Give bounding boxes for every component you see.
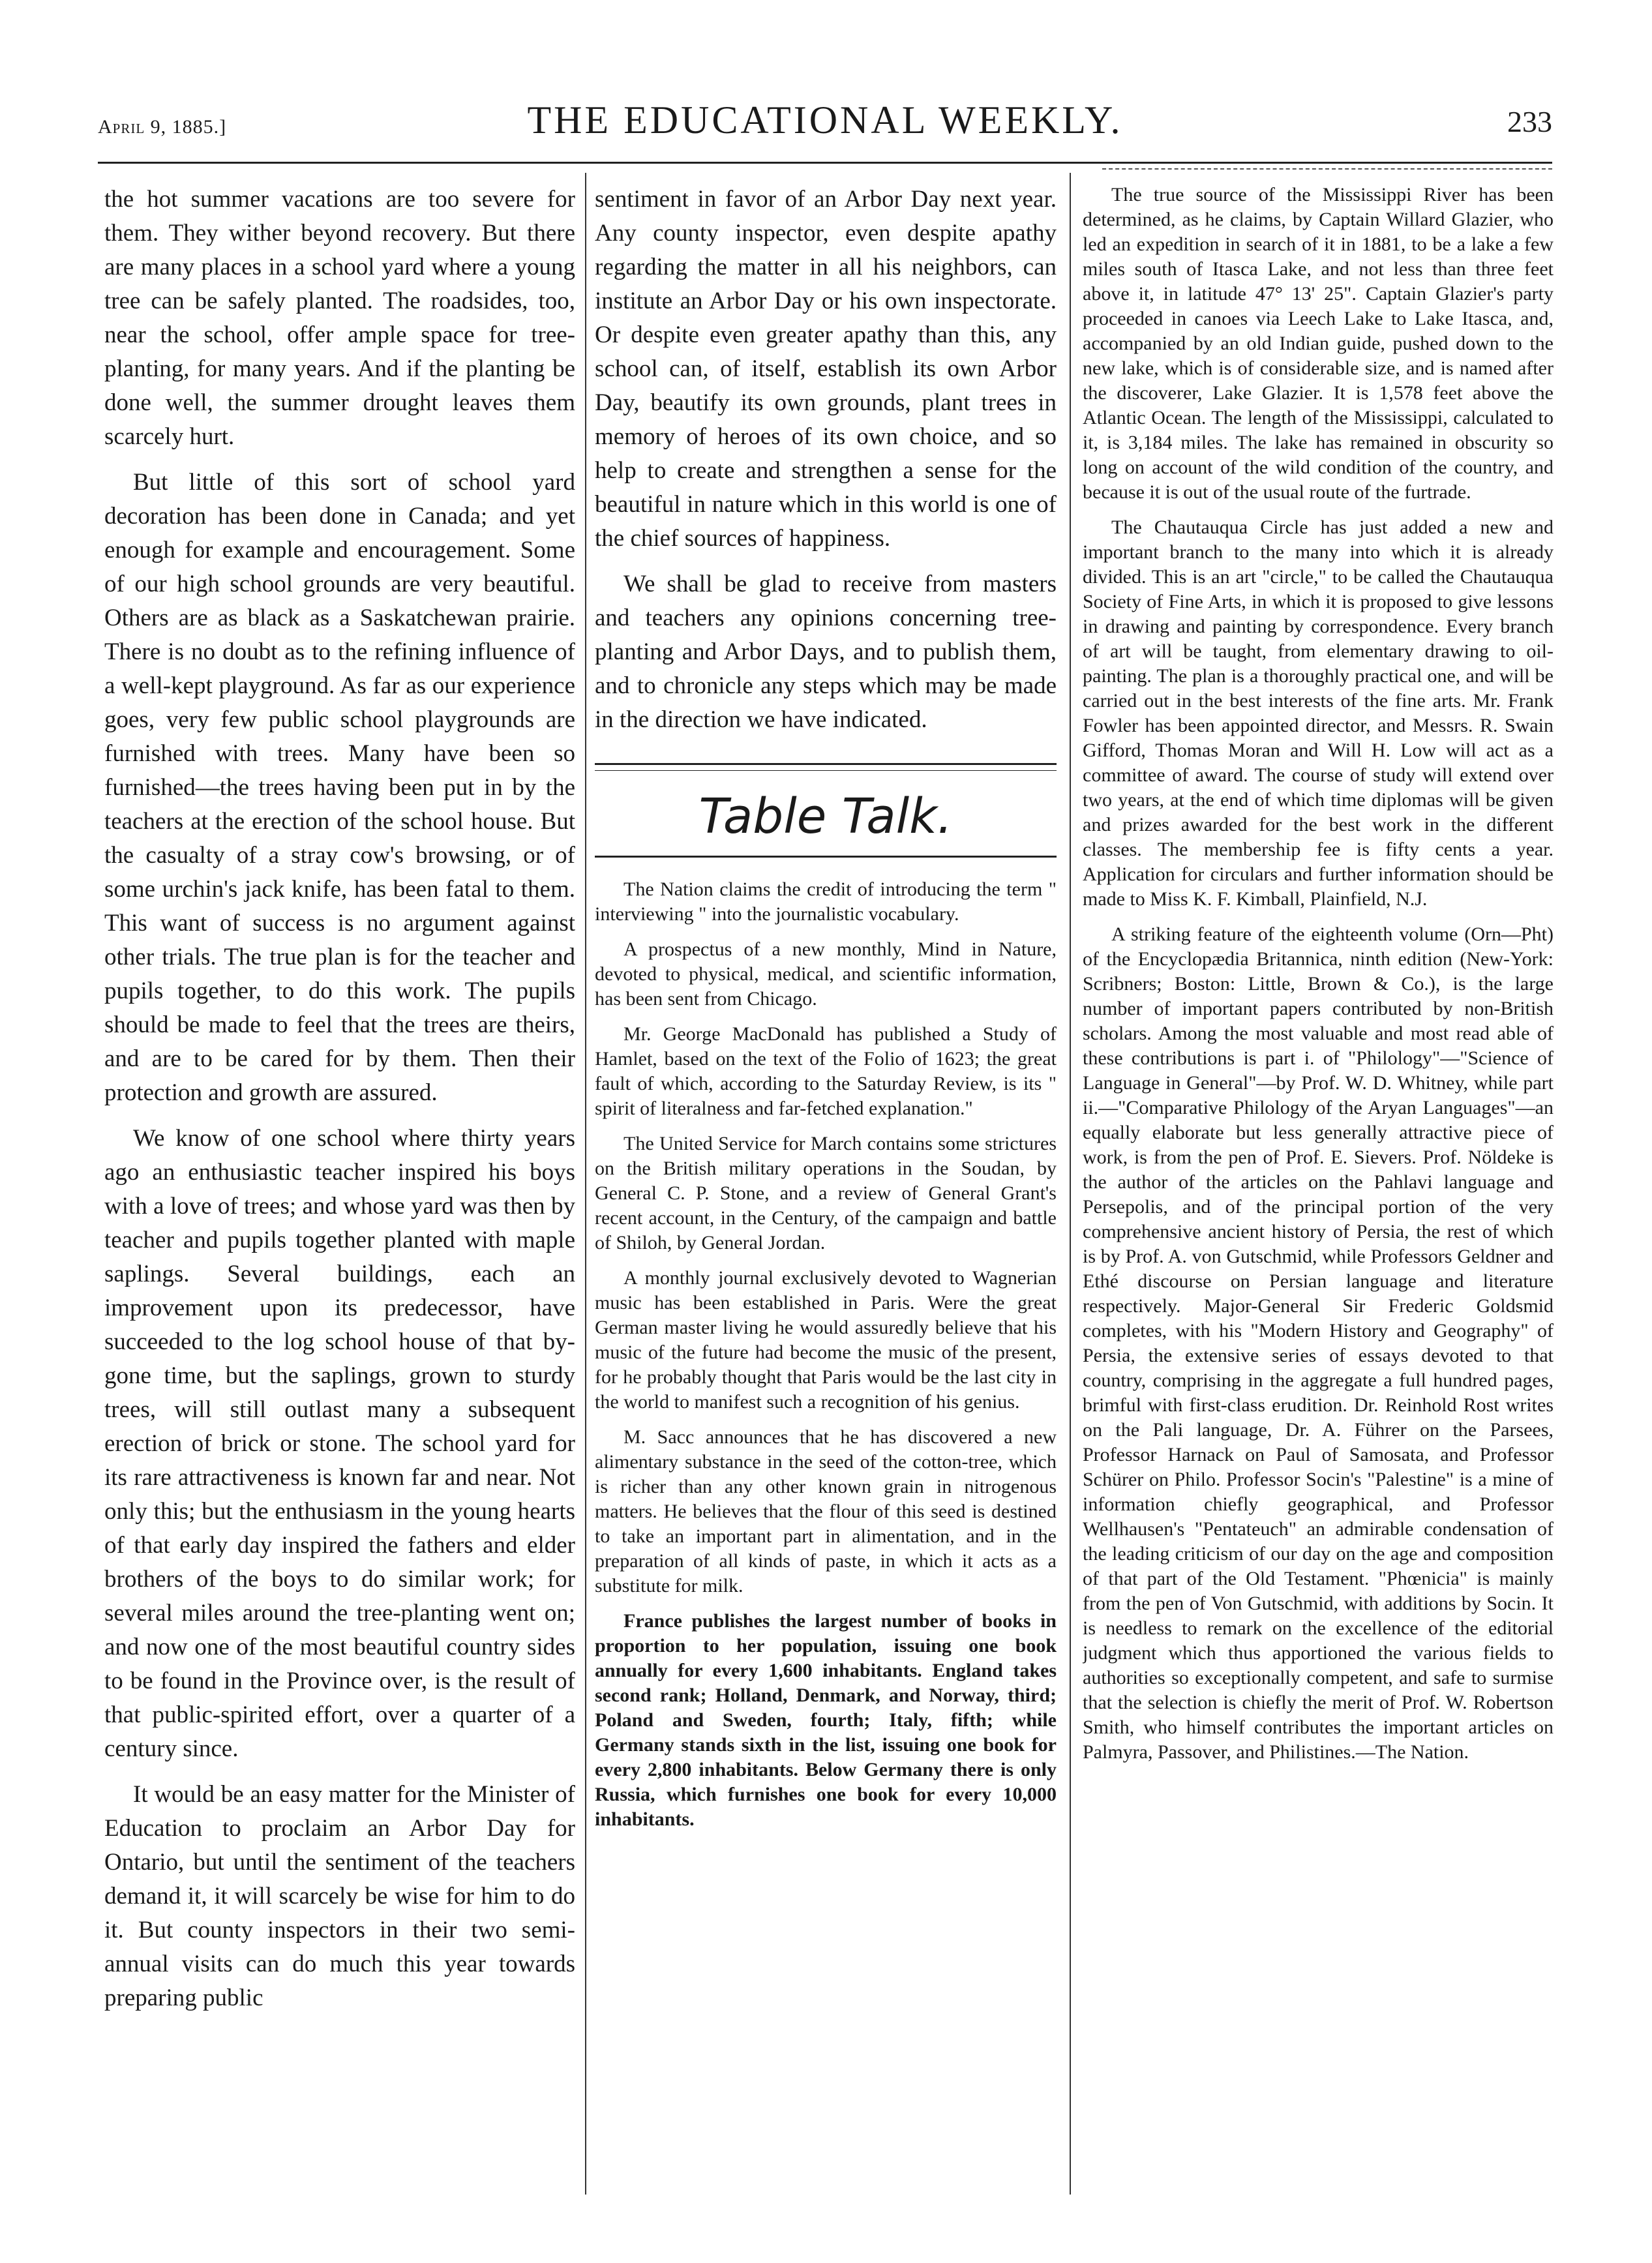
news-item: A prospectus of a new monthly, Mind in Nature, devoted to physical, medical, and scientific information, has been sent from Chicago.	[595, 938, 1057, 1010]
news-item: The Chautauqua Circle has just added a new and important branch to the many into which it is already divided. This is an art "circle," to be called the Chautauqua Society of Fine Arts, in which it is proposed to give lessons in drawing and painting by correspondence. Every branch of art will be taught, from elementary drawing to oil-painting. The plan is a thoroughly practical one, and will be carried out in the best interests of the fine arts. Mr. Frank Fowler has been appointed director, and Messrs. R. Swain Gifford, Thomas Moran and Will H. Low will act as a committee of award. The course of study will extend over two years, at the end of which time diplomas will be given and prizes awarded for the best work in the different classes. The membership fee is fifty cents a year. Application for circulars and further information should be made to Miss K. F. Kimball, Plainfield, N.J.	[1083, 517, 1554, 910]
section-rule	[595, 856, 1057, 858]
news-item: France publishes the largest number of books in proportion to her population, issuing one book annually for every 1,600 inhabitants. England takes second rank; Holland, Denmark, and Norway, third; Poland and Sweden, fourth; Italy, fifth; while Germany stands sixth in the list, issuing one book for every 2,800 inhabitants. Below Germany there is only Russia, which furnishes one book for every 10,000 inhabitants.	[595, 1610, 1057, 1830]
paragraph: We know of one school where thirty years ago an enthusiastic teacher inspired his boys with a love of trees; and whose yard was then by teacher and pupils together planted with maple saplings. Several buildings, each an improvement upon its predecessor, have succeeded to the log school house of that by-gone time, but the saplings, grown to sturdy trees, will still outlast many a subsequent erection of brick or stone. The school yard for its rare attractiveness is known far and near. Not only this; but the enthusiasm in the young hearts of that early day inspired the fathers and elder brothers of the boys to do similar work; for several miles around the tree-planting went on; and now one of the most beautiful country sides to be found in the Province over, is the result of that public-spirited effort, over a quarter of a century since.	[104, 1125, 575, 1762]
table-talk-section	[595, 763, 1057, 1832]
paragraph: We shall be glad to receive from masters and teachers any opinions concerning tree-planting and Arbor Days, and to publish them, and to chronicle any steps which may be made in the direction we have indicated.	[595, 571, 1057, 733]
editorial-continuation	[595, 183, 1057, 737]
column-divider-2	[1070, 173, 1071, 2195]
issue-date: April 9, 1885.]	[98, 116, 227, 138]
news-item: The true source of the Mississippi River has been determined, as he claims, by Captain Willard Glazier, who led an expedition in search of it in 1881, to be a lake a few miles south of Itasca Lake, and not less than three feet above it, in latitude 47° 13' 25". Captain Glazier's party proceeded in canoes via Leech Lake to Lake Itasca, and, accompanied by an old Indian guide, pushed down to the new lake, which is of considerable size, and is named after the discoverer, Lake Glazier. It is 1,578 feet above the Atlantic Ocean. The length of the Mississippi, calculated to it, is 3,184 miles. The lake has remained in obscurity so long on account of the wild condition of the country, and because it is out of the usual route of the furtrade.	[1083, 184, 1554, 503]
news-item: A striking feature of the eighteenth volume (Orn—Pht) of the Encyclopædia Britannica, ninth edition (New-York: Scribners; Boston: Little, Brown & Co.), is the large number of important papers contributed by non-British scholars. Among the most valuable and most read able of these contributions is part i. of "Philology"—"Science of Language in General"—by Prof. W. D. Whitney, while part ii.—"Comparative Philology of the Aryan Languages"—an equally elaborate but less generally attractive piece of work, is from the pen of Prof. E. Sievers. Prof. Nöldeke is the author of the articles on the Pahlavi language and Persepolis, and of the principal portion of the very comprehensive ancient history of Persia, the rest of which is by Prof. A. von Gutschmid, while Professors Geldner and Ethé discourse on Persian language and literature respectively. Major-General Sir Frederic Goldsmid completes, with his "Modern History and Geography" of Persia, the extensive series of essays devoted to that country, comprising in the aggregate a full hundred pages, brimful with first-class erudition. Dr. Reinhold Rost writes on the Pali language, Dr. A. Führer on the Parsees, Professor Harnack on Paul of Samosata, and Professor Schürer on Philo. Professor Socin's "Palestine" is a mine of information chiefly geographical, and Professor Wellhausen's "Pentateuch" an admirable condensation of the leading criticism of our day on the age and composition of that part of the Old Testament. "Phœnicia" is mainly from the pen of Von Gutschmid, with additions by Socin. It is needless to remark on the excellence of the editorial judgment which thus apportioned the various fields to authorities so exceptionally competent, and safe to surmise that the selection is chiefly the merit of Prof. W. Robertson Smith, who himself contributes the important articles on Palmyra, Passover, and Philistines.—The Nation.	[1083, 923, 1554, 1763]
news-item: Mr. George MacDonald has published a Study of Hamlet, based on the text of the Folio of 1623; the great fault of which, according to the Saturday Review, is its " spirit of literalness and far-fetched explanation."	[595, 1023, 1057, 1119]
column-1	[104, 183, 575, 2191]
page-number: 233	[1507, 105, 1552, 138]
page-header	[98, 98, 1552, 157]
column-3	[1083, 183, 1554, 2191]
paragraph: sentiment in favor of an Arbor Day next year. Any county inspector, even despite apathy regarding the matter in all his neighbors, can institute an Arbor Day or his own inspectorate. Or despite even greater apathy than this, any school can, of itself, establish its own Arbor Day, beautify its own grounds, plant trees in memory of heroes of its own choice, and so help to create and strengthen a sense for the beautiful in nature which in this world is one of the chief sources of happiness.	[595, 186, 1057, 552]
column-2	[595, 183, 1057, 2191]
news-item: The Nation claims the credit of introducing the term " interviewing " into the journalistic vocabulary.	[595, 878, 1057, 925]
paragraph: But little of this sort of school yard decoration has been done in Canada; and yet enough for example and encouragement. Some of our high school grounds are very beautiful. Others are as black as a Saskatchewan prairie. There is no doubt as to the refining influence of a well-kept playground. As far as our experience goes, very few public school playgrounds are furnished with trees. Many have been so furnished—the trees having been put in by the teachers at the erection of the school house. But the casualty of a stray cow's browsing, or of some urchin's jack knife, has been fatal to them. This want of success is no argument against other trials. The true plan is for the teacher and pupils together, to do this work. The pupils should be made to feel that the trees are theirs, and are to be cared for by them. Then their protection and growth are assured.	[104, 469, 575, 1106]
table-talk-items	[595, 877, 1057, 1832]
section-title: Table Talk.	[698, 788, 953, 845]
column-divider-1	[585, 173, 586, 2195]
section-rule	[595, 763, 1057, 765]
publication-title: THE EDUCATIONAL WEEKLY.	[527, 98, 1123, 142]
news-item: M. Sacc announces that he has discovered a new alimentary substance in the seed of the cotton-tree, which is richer than any other known grain in nitrogenous matters. He believes that the flour of this seed is destined to take an important part in alimentation, and in the preparation of all kinds of paste, in which it acts as a substitute for milk.	[595, 1426, 1057, 1596]
header-rule-dashed	[1102, 168, 1552, 170]
paragraph: the hot summer vacations are too severe for them. They wither beyond recovery. But there are many places in a school yard where a young tree can be safely planted. The roadsides, too, near the school, offer ample space for tree-planting, for many years. And if the planting be done well, the summer drought leaves them scarcely hurt.	[104, 186, 575, 450]
section-rule	[595, 770, 1057, 771]
header-rule	[98, 162, 1552, 164]
paragraph: It would be an easy matter for the Minister of Education to proclaim an Arbor Day for Ontario, but until the sentiment of the teachers demand it, it will scarcely be wise for him to do it. But county inspectors in their two semi-annual visits can do much this year towards preparing public	[104, 1781, 575, 2011]
news-item: A monthly journal exclusively devoted to Wagnerian music has been established in Paris. Were the great German master living he would assuredly believe that his music of the future had become the music of the present, for he probably thought that Paris would be the last city in the world to manifest such a recognition of his genius.	[595, 1267, 1057, 1413]
news-item: The United Service for March contains some strictures on the British military operations in the Soudan, by General C. P. Stone, and a review of General Grant's recent account, in the Century, of the campaign and battle of Shiloh, by General Jordan.	[595, 1133, 1057, 1253]
